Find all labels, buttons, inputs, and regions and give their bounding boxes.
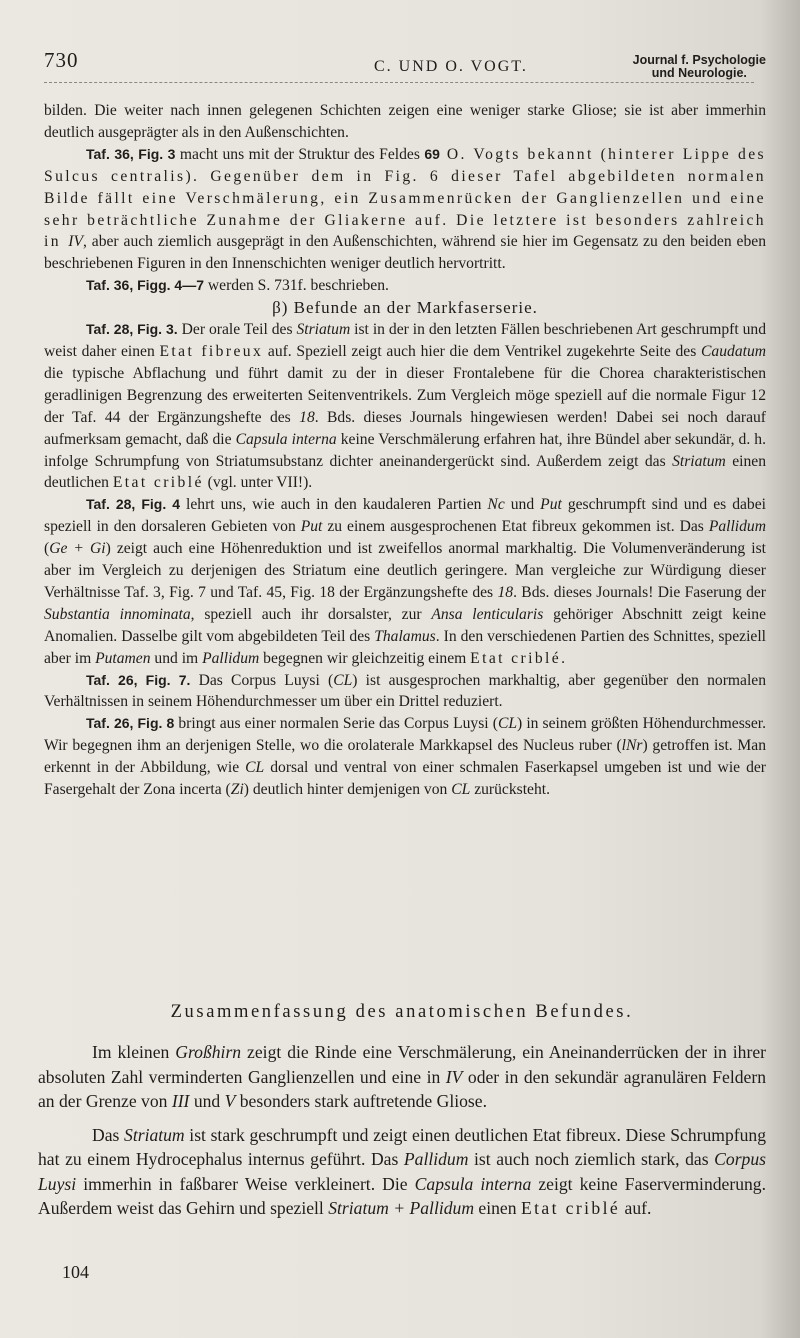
text-run: zeigt die Rinde eine Verschmälerung, ein Aneinanderrücken der in ihrer absoluten Zahl verminderten Ganglienzellen und eine in (38, 1042, 766, 1087)
italic-term: Capsula interna (414, 1173, 532, 1194)
italic-term: Put (300, 518, 323, 536)
text-run: ) in seinem größten Höhendurchmesser. Wir begegnen ihm an derjenigen Stelle, wo die orolaterale Markkapsel des Nucleus ruber ( (44, 715, 766, 755)
text-run: (vgl. unter VII!). (203, 474, 313, 492)
text-run: bringt aus einer normalen Serie das Corpus Luysi ( (174, 715, 498, 733)
italic-term: Thalamus (374, 627, 436, 645)
plate-reference: Taf. 36, Fig. 3 (86, 145, 176, 162)
spaced-term: Etat criblé (470, 649, 562, 667)
text-run: zeigt keine Faserverminderung. Außerdem weist das Gehirn und speziell (38, 1173, 766, 1219)
text-run: begegnen wir gleichzeitig einem (259, 649, 471, 667)
spaced-term: Etat fibreux (159, 342, 264, 360)
text-run: ist stark geschrumpft und zeigt einen deutlichen Etat fibreux. Diese Schrumpfung hat zu einem Hydrocephalus internus geführt. Das (38, 1125, 766, 1170)
plate-reference: Taf. 26, Fig. 7. (86, 671, 191, 688)
text-run: ) deutlich hinter demjenigen von (243, 781, 452, 799)
summary-paragraph-2 (38, 1123, 766, 1220)
italic-term: Put (540, 496, 562, 514)
journal-line-1: Journal f. Psychologie (632, 53, 766, 67)
summary-paragraph-1 (38, 1040, 766, 1113)
text-run: ) zeigt auch eine Höhenreduktion und ist zweifellos anormal markhaltig. Die Volumenveränderung ist aber im Vergleich zu derjenigen des Striatum eine deutlich geringere. Man vergleiche zur Würdigung dieser Verhältnisse Taf. 3, Fig. 7 und Taf. 45, Fig. 18 der Ergänzungshefte des (44, 540, 766, 601)
italic-term: Pallidum (403, 1149, 469, 1170)
italic-term: V (224, 1090, 236, 1111)
italic-term: Caudatum (701, 342, 767, 360)
paragraph-1: bilden. Die weiter nach innen gelegenen Schichten zeigen eine weniger starke Gliose; sie ist aber immerhin deutlich ausgeprägter als in den Außenschichten. (44, 102, 766, 141)
text-run: ist in der in den letzten Fällen beschriebenen Art geschrumpft und weist daher einen (44, 321, 766, 360)
text-run: werden S. 731f. beschrieben. (204, 277, 389, 295)
text-run: , speziell auch ihr dorsalster, zur (190, 605, 432, 623)
plate-reference: Taf. 26, Fig. 8 (86, 715, 175, 732)
plate-reference: Taf. 36, Figg. 4—7 (86, 277, 204, 294)
italic-term: Capsula interna (235, 430, 337, 448)
paragraph-4 (44, 319, 766, 494)
text-run: auf. Speziell zeigt auch hier die dem Ventrikel zugekehrte Seite des (263, 342, 702, 360)
italic-term: Striatum (124, 1125, 185, 1146)
text-run: O. Vogts bekannt (hinterer Lippe des Sulcus centralis). Gegenüber dem in Fig. 6 dieser Tafel abgebildeten normalen Bilde fällt eine Verschmälerung, ein Zusammenrücken der Ganglienzellen und eine sehr beträchtliche Zunahme der Gliakerne auf. Die letztere ist besonders zahlreich in (44, 145, 767, 251)
text-run: dorsal und ventral von einer schmalen Faserkapsel umgeben ist und wie der Fasergehalt der Zona incerta ( (44, 759, 766, 799)
text-run: , aber auch ziemlich ausgeprägt in den Außenschichten, während sie hier im Gegensatz zu den beiden eben beschriebenen Figuren in den Innenschichten weniger deutlich hervortritt. (44, 233, 766, 273)
italic-term: Substantia innominata (44, 605, 191, 623)
text-run: Der orale Teil des (177, 321, 297, 339)
paragraph-6 (44, 670, 766, 714)
italic-term: CL (245, 759, 265, 777)
summary-heading: Zusammenfassung des anatomischen Befundes. (170, 1002, 634, 1022)
italic-term: Pallidum (708, 518, 766, 536)
text-run: Das Corpus Luysi ( (190, 671, 334, 689)
journal-name (633, 54, 766, 80)
text-run: . Bds. dieses Journals! Die Faserung der (513, 583, 766, 601)
text-run: . Bds. dieses Journals hingewiesen werden! Dabei sei noch darauf aufmerksam gemacht, daß die (44, 408, 766, 448)
text-run: ist auch noch ziemlich stark, das (468, 1149, 715, 1170)
text-run: oder in den sekundär agranulären Feldern an der Grenze von (38, 1066, 766, 1111)
italic-term: lNr (621, 737, 643, 755)
italic-term: III (171, 1090, 190, 1111)
page-number: 730 (44, 48, 79, 72)
text-run: auf. (620, 1198, 652, 1219)
italic-term: Zi (230, 781, 244, 799)
text-run: und (189, 1090, 225, 1111)
text-run: zurücksteht. (470, 781, 550, 799)
italic-term: IV (68, 233, 83, 251)
italic-term: CL (451, 781, 471, 799)
italic-term: IV (445, 1066, 463, 1087)
text-run: geschrumpft sind und es dabei speziell in den dorsaleren Gebieten von (44, 496, 766, 536)
text-run: und (504, 496, 541, 514)
italic-term: Striatum (672, 452, 726, 470)
text-run: besonders stark auftretende Gliose. (235, 1090, 487, 1111)
text-run: einen deutlichen (44, 452, 766, 492)
plate-reference: Taf. 28, Fig. 3. (86, 321, 178, 338)
text-run: Das (92, 1125, 125, 1146)
signature-mark: 104 (62, 1262, 89, 1282)
italic-term: Ansa lenticularis (431, 605, 544, 623)
field-number: 69 (424, 145, 440, 162)
italic-term: CL (333, 671, 353, 689)
paragraph-7 (44, 713, 766, 801)
italic-term: 18 (497, 583, 514, 601)
running-header (44, 46, 784, 86)
text-run: keine Verschmälerung erfahren hat, ihre Bündel aber sekundär, d. h. infolge Schrumpfung von Striatumsubstanz dichter aneinandergerückt sind. Außerdem zeigt das (44, 430, 766, 470)
text-run: einen (474, 1198, 521, 1219)
plate-reference: Taf. 28, Fig. 4 (86, 496, 180, 513)
italic-term: Großhirn (175, 1042, 242, 1063)
text-run: die typische Abflachung und führt damit zu der in dieser Frontalebene für die Chorea charakteristischen geradlinigen Begrenzung des erweiterten Seitenventrikels. Zum Vergleich möge speziell auf die normale Figur 12 der Taf. 44 der Ergänzungshefte des (44, 364, 766, 426)
paragraph-5 (44, 494, 766, 669)
text-run: macht uns mit der Struktur des Feldes (175, 145, 425, 163)
section-subheading: β) Befunde an der Markfaserserie. (272, 298, 538, 318)
paragraph-2 (44, 144, 766, 275)
text-run: ) getroffen ist. Man erkennt in der Abbildung, wie (44, 737, 767, 777)
text-run: lehrt uns, wie auch in den kaudaleren Partien (180, 496, 488, 514)
italic-term: Ge + Gi (49, 540, 106, 558)
italic-term: Striatum (296, 321, 351, 339)
italic-term: Putamen (95, 649, 151, 667)
paragraph-3 (44, 275, 766, 297)
italic-term: Nc (487, 496, 505, 514)
italic-term: Corpus Luysi (38, 1149, 766, 1194)
italic-term: CL (497, 715, 518, 733)
spaced-term: Etat criblé (520, 1198, 621, 1219)
text-run: ( (44, 540, 50, 558)
text-run: . In den verschiedenen Partien des Schnittes, speziell aber im (44, 627, 766, 667)
italic-term: 18 (299, 408, 315, 426)
text-run: Im kleinen (92, 1042, 176, 1063)
text-run: ) ist ausgesprochen markhaltig, aber gegenüber den normalen Verhältnissen in seinem Höhendurchmesser um über ein Drittel reduziert. (44, 671, 766, 711)
body-text (44, 100, 766, 801)
text-run: . (561, 649, 565, 667)
header-rule (44, 82, 754, 83)
text-run: und im (150, 649, 203, 667)
journal-line-2: und Neurologie. (651, 66, 747, 80)
text-run: gehöriger Abschnitt zeigt keine Anomalien. Dasselbe gilt vom abgebildeten Teil des (44, 605, 766, 645)
text-run: zu einem ausgesprochenen Etat fibreux gekommen ist. Das (322, 518, 709, 536)
text-run: immerhin in faßbarer Weise verkleinert. Die (76, 1173, 415, 1194)
spaced-term: Etat criblé (112, 474, 204, 492)
italic-term: Pallidum (202, 649, 260, 667)
italic-term: Striatum + Pallidum (328, 1198, 475, 1219)
running-title: C. UND O. VOGT. (374, 58, 528, 75)
summary-section (38, 1000, 766, 1220)
